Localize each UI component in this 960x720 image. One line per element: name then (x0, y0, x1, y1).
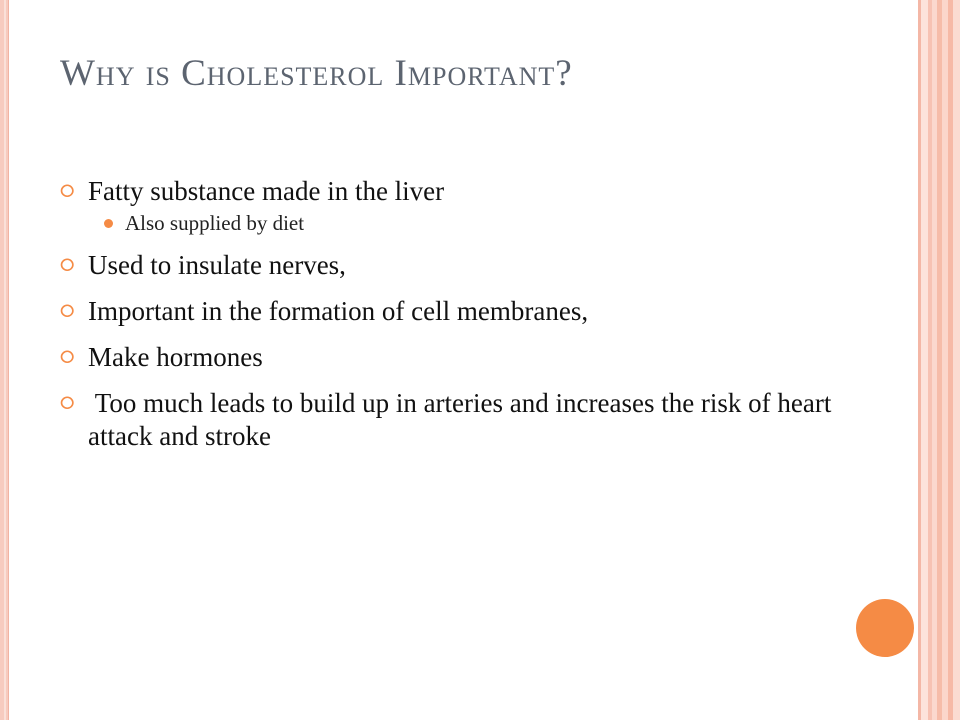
bullet-item (60, 295, 900, 328)
right-stripe-decoration (921, 0, 928, 720)
orange-hollow-circle-bullet-icon: ⭘ (60, 393, 75, 414)
right-stripe-decoration (953, 0, 960, 720)
bullet-list (60, 175, 900, 466)
orange-circle-decoration (856, 599, 914, 657)
bullet-item (60, 387, 900, 453)
orange-hollow-circle-bullet-icon: ⭘ (60, 181, 75, 202)
sub-bullet-text: Also supplied by diet (125, 211, 305, 235)
bullet-text: Used to insulate nerves, (88, 250, 346, 280)
bullet-text: Important in the formation of cell membranes, (88, 296, 589, 326)
orange-hollow-circle-bullet-icon: ⭘ (60, 255, 75, 276)
orange-hollow-circle-bullet-icon: ⭘ (60, 301, 75, 322)
bullet-text: Make hormones (88, 342, 263, 372)
orange-hollow-circle-bullet-icon: ⭘ (60, 347, 75, 368)
bullet-text: Too much leads to build up in arteries and increases the risk of heart attack and stroke (88, 388, 839, 451)
bullet-text: Fatty substance made in the liver (88, 176, 445, 206)
bullet-item (60, 341, 900, 374)
bullet-item (60, 249, 900, 282)
left-border-decoration (0, 0, 9, 720)
sub-bullet-item (88, 210, 900, 236)
bullet-item (60, 175, 900, 236)
slide-title: Why is Cholesterol Important? (60, 53, 573, 94)
sub-bullet-list (88, 210, 900, 236)
orange-dot-bullet-icon (104, 219, 113, 228)
